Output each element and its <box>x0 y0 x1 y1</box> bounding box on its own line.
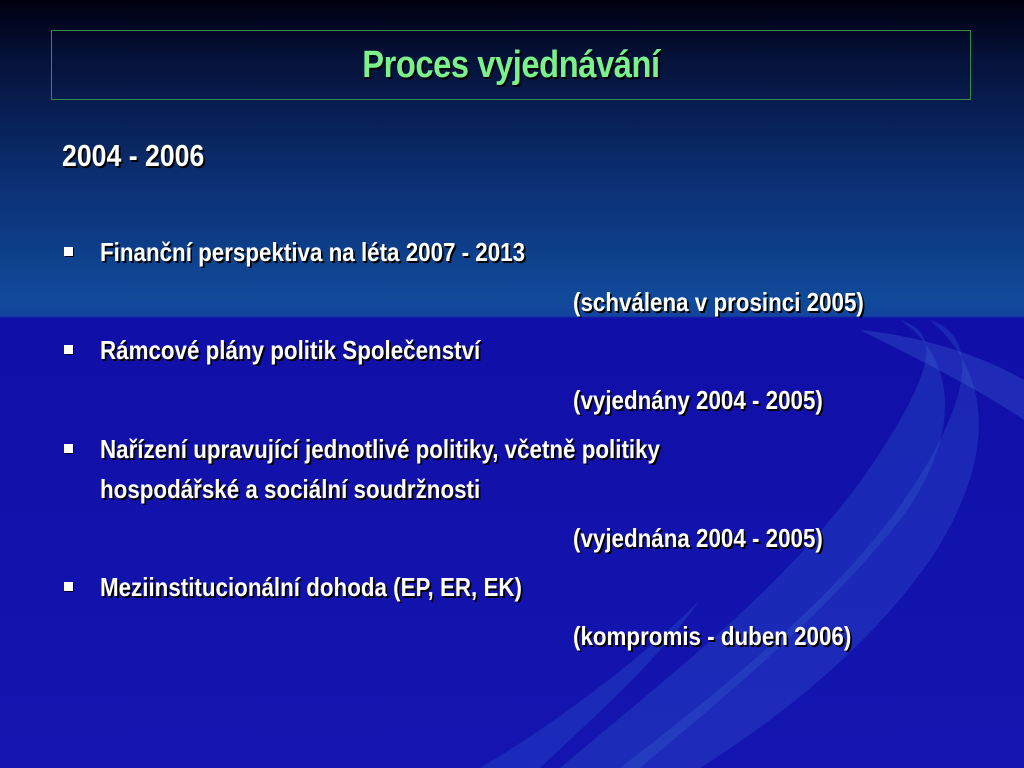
list-item-text: Rámcové plány politik Společenství <box>100 335 481 365</box>
square-bullet-icon <box>64 444 73 453</box>
list-item-note: (schválena v prosinci 2005) <box>573 287 864 317</box>
list-item-text: hospodářské a sociální soudržnosti <box>100 474 481 504</box>
list-item-note: (kompromis - duben 2006) <box>573 621 852 651</box>
period-heading: 2004 - 2006 <box>62 138 205 173</box>
list-item-text: Meziinstitucionální dohoda (EP, ER, EK) <box>100 572 522 602</box>
list-item-text: Finanční perspektiva na léta 2007 - 2013 <box>100 237 526 267</box>
list-item-text: Nařízení upravující jednotlivé politiky, včetně politiky <box>100 434 660 464</box>
list-item-note: (vyjednána 2004 - 2005) <box>573 523 823 553</box>
square-bullet-icon <box>64 582 73 591</box>
slide-title: Proces vyjednávání <box>362 43 660 86</box>
square-bullet-icon <box>64 345 73 354</box>
list-item-note: (vyjednány 2004 - 2005) <box>573 385 823 415</box>
square-bullet-icon <box>64 247 73 256</box>
